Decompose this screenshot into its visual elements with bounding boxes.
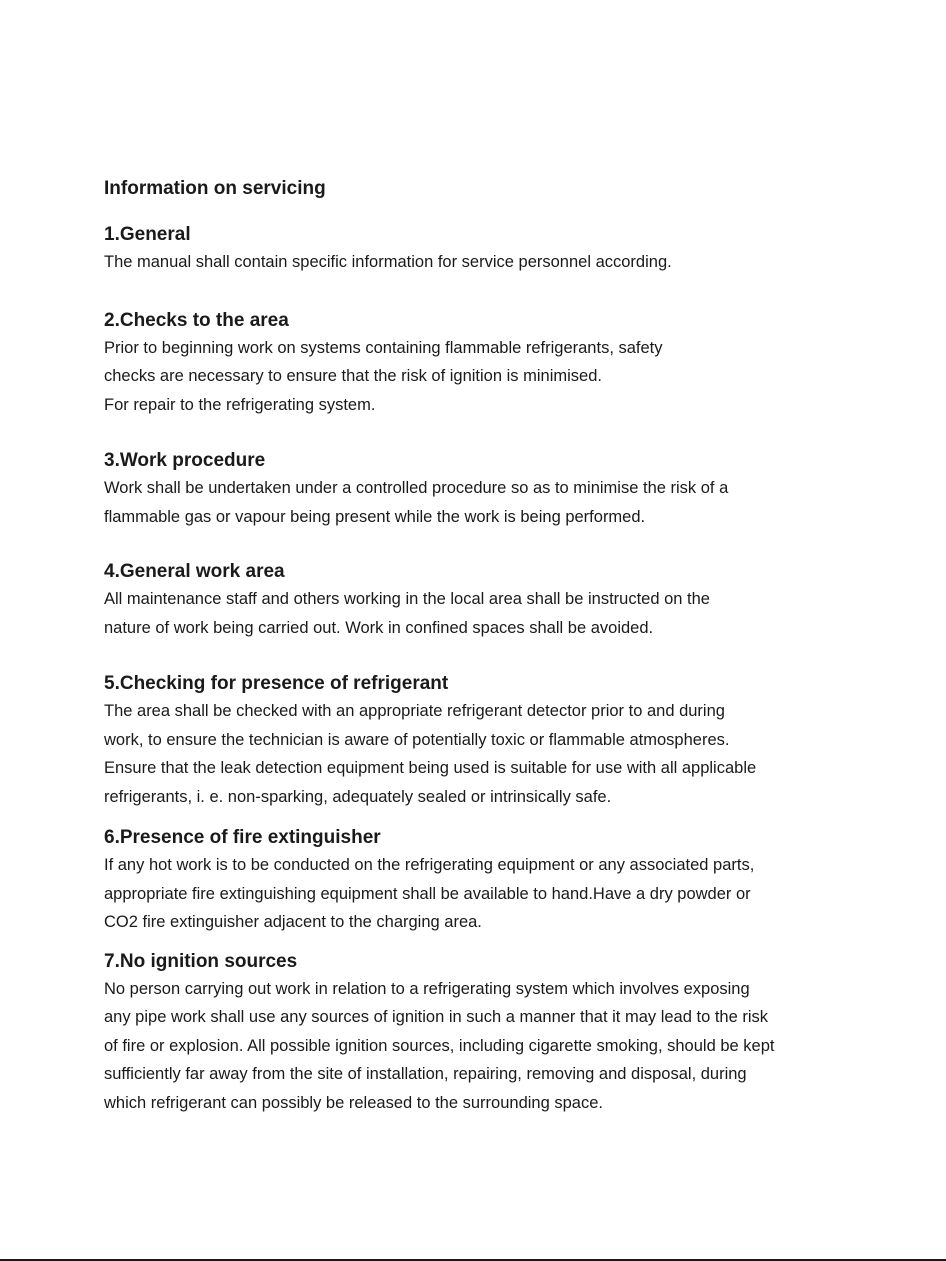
document-title: Information on servicing (104, 178, 326, 199)
section-heading: 5.Checking for presence of refrigerant (104, 673, 449, 694)
section-checks-to-the-area (104, 308, 864, 420)
section-general-work-area (104, 559, 864, 642)
section-fire-extinguisher (104, 825, 864, 937)
paragraph-line: checks are necessary to ensure that the risk of ignition is minimised. (104, 367, 602, 385)
paragraph-line: The area shall be checked with an appropriate refrigerant detector prior to and during (104, 702, 725, 720)
section-heading: 1.General (104, 224, 191, 245)
paragraph-line: which refrigerant can possibly be released to the surrounding space. (104, 1093, 603, 1112)
paragraph-line: Work shall be undertaken under a controlled procedure so as to minimise the risk of a (104, 479, 729, 497)
document-page (104, 176, 864, 1117)
section-no-ignition-sources (104, 949, 864, 1118)
paragraph-line: of fire or explosion. All possible ignition sources, including cigarette smoking, should be kept (104, 1036, 775, 1055)
section-checking-for-refrigerant (104, 671, 864, 811)
paragraph-line: any pipe work shall use any sources of ignition in such a manner that it may lead to the risk (104, 1008, 769, 1026)
paragraph-line: CO2 fire extinguisher adjacent to the charging area. (104, 913, 482, 931)
paragraph-line: refrigerants, i. e. non-sparking, adequately sealed or intrinsically safe. (104, 787, 612, 806)
section-heading: 2.Checks to the area (104, 309, 289, 331)
paragraph-line: The manual shall contain specific information for service personnel according. (104, 253, 672, 271)
section-heading: 3.Work procedure (104, 450, 266, 471)
section-heading: 4.General work area (104, 561, 285, 582)
paragraph-line: Ensure that the leak detection equipment being used is suitable for use with all applicable (104, 759, 757, 777)
paragraph-line: No person carrying out work in relation to a refrigerating system which involves exposing (104, 979, 750, 998)
paragraph-line: nature of work being carried out. Work in confined spaces shall be avoided. (104, 618, 654, 637)
paragraph-line: work, to ensure the technician is aware of potentially toxic or flammable atmospheres. (104, 730, 730, 749)
section-work-procedure (104, 448, 864, 531)
section-heading: 6.Presence of fire extinguisher (104, 827, 381, 848)
paragraph-line: If any hot work is to be conducted on the refrigerating equipment or any associated parts, (104, 856, 755, 874)
section-heading: 7.No ignition sources (104, 950, 298, 972)
paragraph-line: Prior to beginning work on systems containing flammable refrigerants, safety (104, 338, 663, 357)
paragraph-line: For repair to the refrigerating system. (104, 395, 376, 414)
paragraph-line: All maintenance staff and others working in the local area shall be instructed on the (104, 590, 710, 608)
paragraph-line: sufficiently far away from the site of installation, repairing, removing and disposal, during (104, 1065, 747, 1083)
paragraph-line: appropriate fire extinguishing equipment shall be available to hand.Have a dry powder or (104, 884, 751, 903)
paragraph-line: flammable gas or vapour being present while the work is being performed. (104, 507, 646, 526)
section-general (104, 222, 864, 277)
